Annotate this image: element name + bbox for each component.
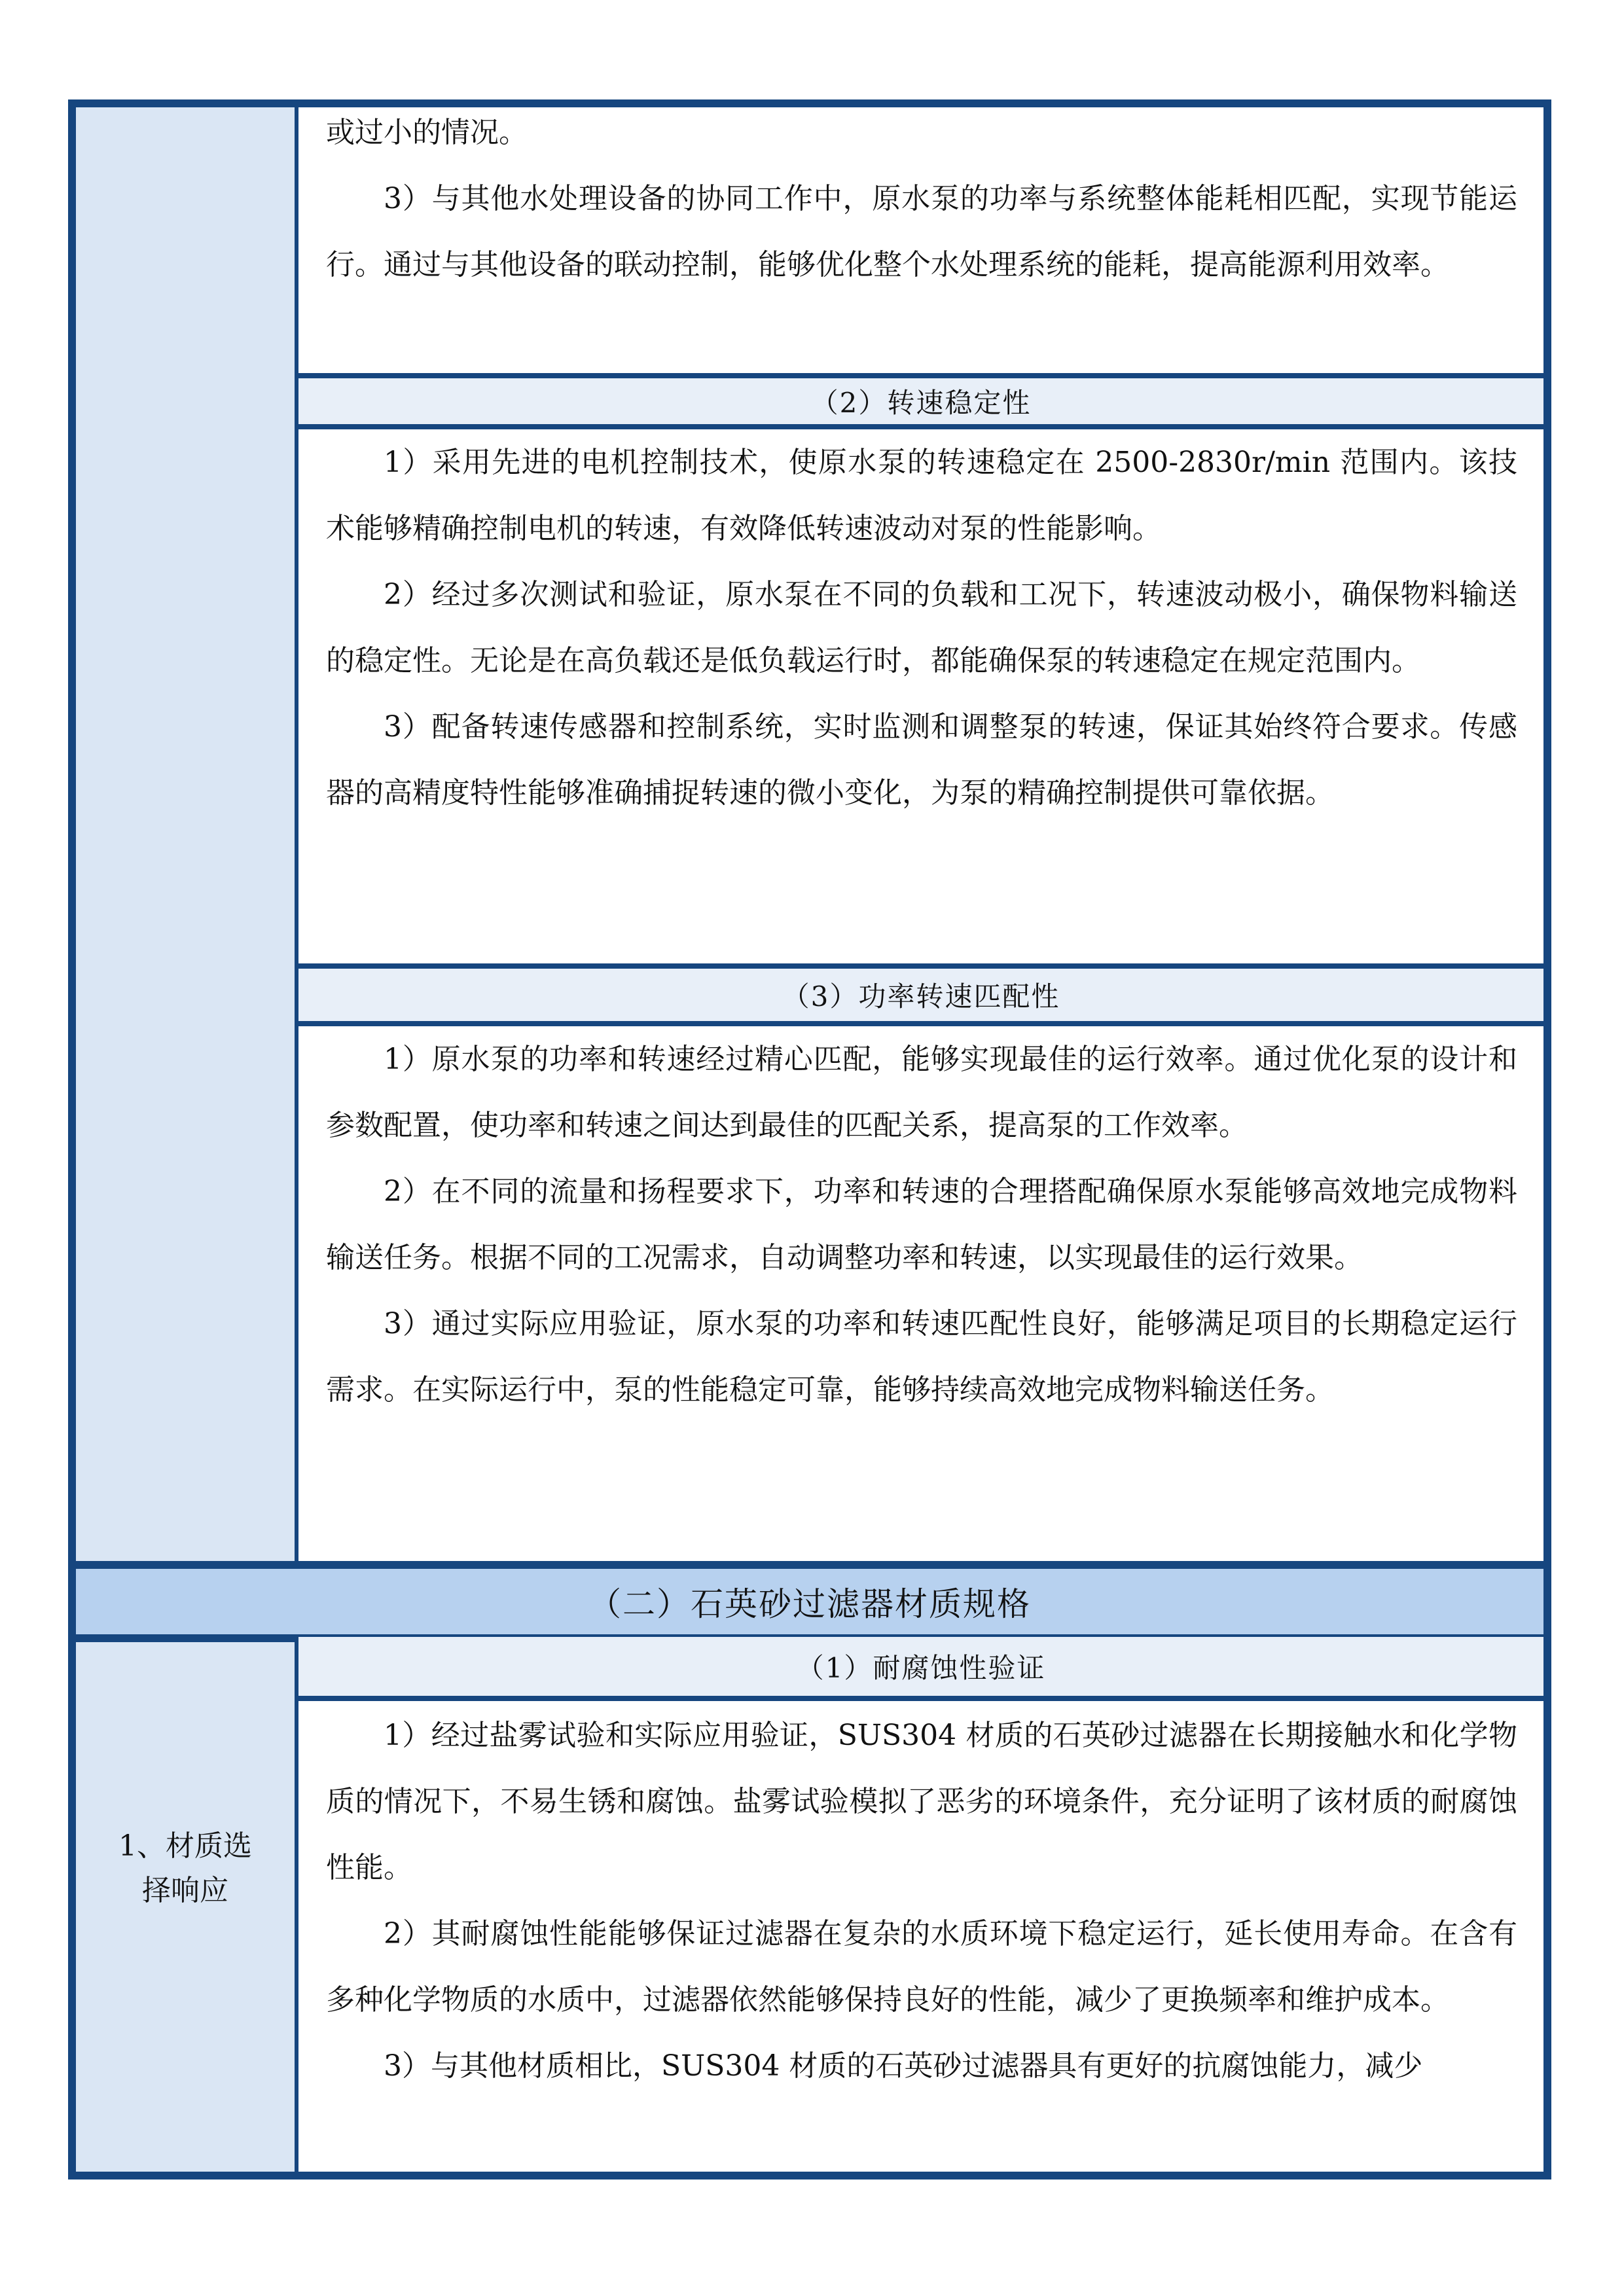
- power-speed-text-cell: [298, 1026, 1543, 1568]
- subheader-title: （1）耐腐蚀性验证: [796, 1652, 1046, 1684]
- paragraph: 3）通过实际应用验证，原水泵的功率和转速匹配性良好，能够满足项目的长期稳定运行需求。在实际运行中，泵的性能稳定可靠，能够持续高效地完成物料输送任务。: [326, 1307, 1517, 1407]
- subheader-title: （2）转速稳定性: [810, 387, 1032, 419]
- row-label: [76, 1824, 295, 1913]
- paragraph: 3）与其他材质相比，SUS304 材质的石英砂过滤器具有更好的抗腐蚀能力，减少: [384, 2049, 1423, 2083]
- section-header-quartz-filter: [76, 1561, 1543, 1642]
- paragraph: 1）经过盐雾试验和实际应用验证，SUS304 材质的石英砂过滤器在长期接触水和化学物质的情况下，不易生锈和腐蚀。盐雾试验模拟了恶劣的环境条件，充分证明了该材质的耐腐蚀性能。: [326, 1719, 1517, 1884]
- left-column-cell: [76, 1642, 298, 2172]
- left-column-cell-empty: [76, 107, 298, 1568]
- paragraph: 3）配备转速传感器和控制系统，实时监测和调整泵的转速，保证其始终符合要求。传感器的高精度特性能够准确捕捉转速的微小变化，为泵的精确控制提供可靠依据。: [326, 710, 1517, 810]
- paragraph: 2）经过多次测试和验证，原水泵在不同的负载和工况下，转速波动极小，确保物料输送的稳定性。无论是在高负载还是低负载运行时，都能确保泵的转速稳定在规定范围内。: [326, 578, 1517, 677]
- speed-stability-text-cell: [298, 429, 1543, 963]
- subheader-speed-stability: [298, 373, 1543, 429]
- subheader-corrosion-resistance: [298, 1637, 1543, 1701]
- row-label-line1: 1、材质选: [118, 1829, 252, 1863]
- paragraph: 2）在不同的流量和扬程要求下，功率和转速的合理搭配确保原水泵能够高效地完成物料输送任务。根据不同的工况需求，自动调整功率和转速，以实现最佳的运行效果。: [326, 1175, 1517, 1274]
- subheader-title: （3）功率转速匹配性: [782, 980, 1060, 1013]
- paragraph: 1）采用先进的电机控制技术，使原水泵的转速稳定在 2500-2830r/min 范围内。该技术能够精确控制电机的转速，有效降低转速波动对泵的性能影响。: [326, 446, 1517, 545]
- spec-table: [68, 99, 1551, 2179]
- material-selection-row: [76, 1642, 1543, 2172]
- paragraph: 或过小的情况。: [326, 116, 528, 149]
- subheader-power-speed-matching: [298, 963, 1543, 1026]
- pump-continuation-row: [76, 107, 1543, 1568]
- continuation-text-cell: [298, 99, 1543, 373]
- corrosion-text-cell: [298, 1701, 1543, 2172]
- row-label-line2: 择响应: [142, 1874, 228, 1907]
- paragraph: 1）原水泵的功率和转速经过精心匹配，能够实现最佳的运行效率。通过优化泵的设计和参数配置，使功率和转速之间达到最佳的匹配关系，提高泵的工作效率。: [326, 1043, 1517, 1142]
- section-title: （二）石英砂过滤器材质规格: [588, 1585, 1031, 1623]
- paragraph: 3）与其他水处理设备的协同工作中，原水泵的功率与系统整体能耗相匹配，实现节能运行。通过与其他设备的联动控制，能够优化整个水处理系统的能耗，提高能源利用效率。: [326, 182, 1517, 281]
- paragraph: 2）其耐腐蚀性能能够保证过滤器在复杂的水质环境下稳定运行，延长使用寿命。在含有多种化学物质的水质中，过滤器依然能够保持良好的性能，减少了更换频率和维护成本。: [326, 1917, 1517, 2017]
